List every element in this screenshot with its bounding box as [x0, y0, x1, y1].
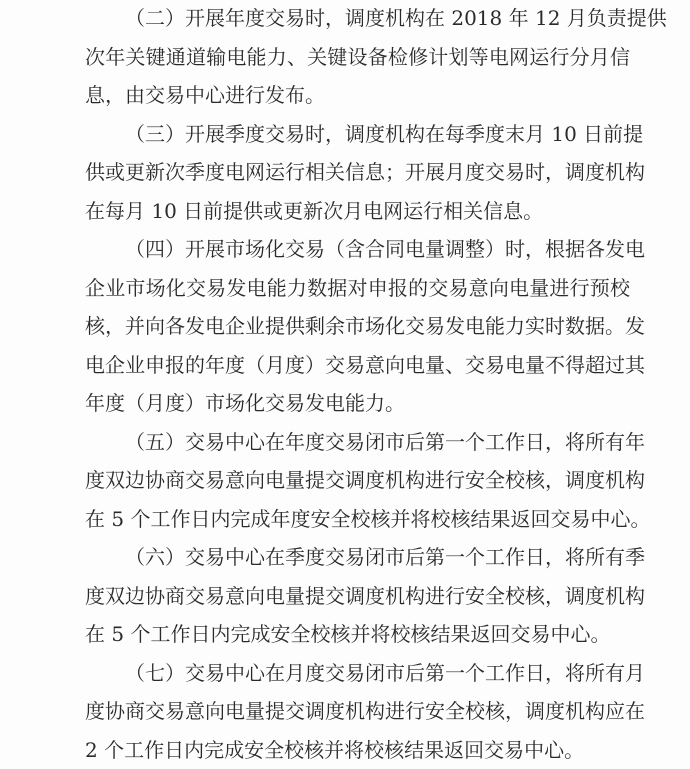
paragraph-first-line: （五）交易中心在年度交易闭市后第一个工作日，将所有年 [125, 423, 630, 462]
paragraph-first-line: （四）开展市场化交易（含合同电量调整）时，根据各发电 [125, 230, 630, 269]
paragraph-line: 度双边协商交易意向电量提交调度机构进行安全校核，调度机构 [85, 577, 630, 616]
paragraph-line: 在 5 个工作日内完成安全校核并将校核结果返回交易中心。 [85, 615, 610, 654]
paragraph-line: 企业市场化交易发电能力数据对申报的交易意向电量进行预校 [85, 269, 630, 308]
paragraph-first-line: （三）开展季度交易时，调度机构在每季度末月 10 日前提 [125, 115, 630, 154]
paragraph-line: 年度（月度）市场化交易发电能力。 [85, 384, 405, 423]
paragraph-first-line: （七）交易中心在月度交易闭市后第一个工作日，将所有月 [125, 654, 630, 693]
paragraph-first-line: （二）开展年度交易时，调度机构在 2018 年 12 月负责提供 [125, 0, 630, 38]
paragraph-line: 次年关键通道输电能力、关键设备检修计划等电网运行分月信 [85, 38, 630, 77]
paragraph-line: 息，由交易中心进行发布。 [85, 76, 325, 115]
paragraph-line: 电企业申报的年度（月度）交易意向电量、交易电量不得超过其 [85, 346, 630, 385]
paragraph-line: 2 个工作日内完成安全校核并将校核结果返回交易中心。 [85, 731, 584, 769]
paragraph-line: 核，并向各发电企业提供剩余市场化交易发电能力实时数据。发 [85, 307, 630, 346]
paragraph-line: 在每月 10 日前提供或更新次月电网运行相关信息。 [85, 192, 543, 231]
paragraph-line: 度协商交易意向电量提交调度机构进行安全校核，调度机构应在 [85, 692, 630, 731]
paragraph-first-line: （六）交易中心在季度交易闭市后第一个工作日，将所有季 [125, 538, 630, 577]
paragraph-line: 在 5 个工作日内完成年度安全校核并将校核结果返回交易中心。 [85, 500, 650, 539]
paragraph-line: 供或更新次季度电网运行相关信息；开展月度交易时，调度机构 [85, 153, 630, 192]
paragraph-line: 度双边协商交易意向电量提交调度机构进行安全校核，调度机构 [85, 461, 630, 500]
